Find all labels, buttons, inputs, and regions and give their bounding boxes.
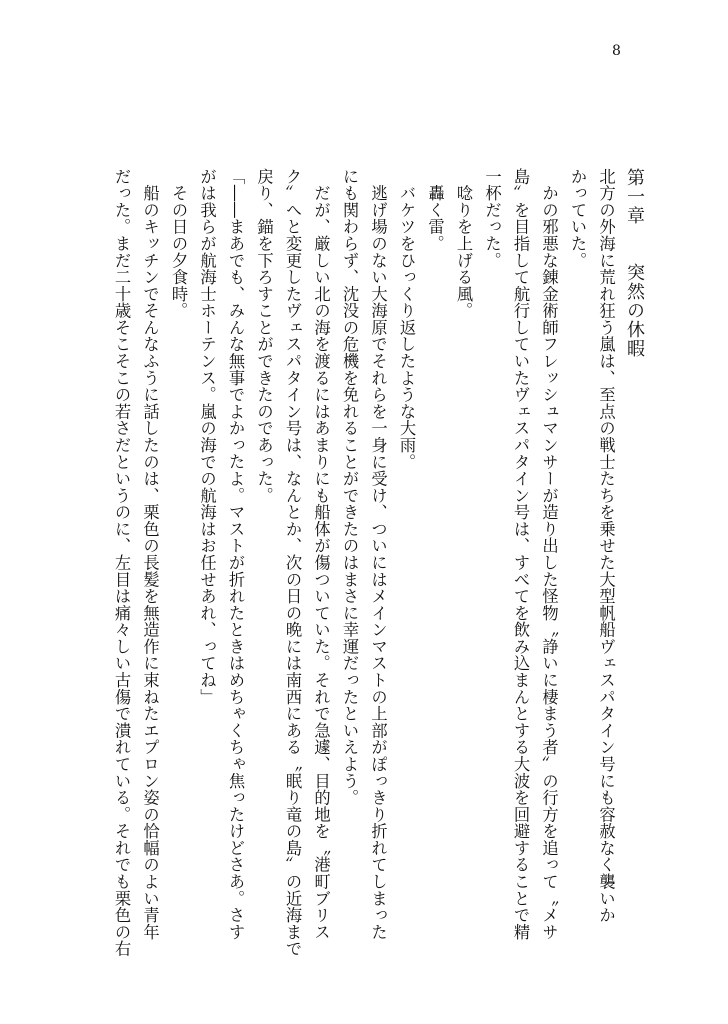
chapter-label: 第一章: [624, 168, 645, 225]
text-line: 島〟を目指して航行していたヴェスパタイン号は、すべてを飲み込まんとする大波を回避することで精: [511, 168, 530, 941]
text-line: 船のキッチンでそんなふうに話したのは、栗色の長髪を無造作に束ねたエプロン姿の恰幅のよい青年: [140, 168, 160, 941]
text-line: 北方の外海に荒れ狂う嵐は、至点の戦士たちを乗せた大型帆船ヴェスパタイン号にも容赦なく襲いか: [596, 168, 616, 924]
body-text: [112, 168, 648, 958]
text-line: 唸りを上げる風。: [454, 168, 473, 320]
chapter-title: 突然の休暇: [624, 263, 645, 358]
text-line: 一杯だった。: [482, 168, 502, 269]
text-line: 戻り、錨を下ろすことができたのであった。: [254, 168, 274, 504]
text-line: 逃げ場のない大海原でそれらを一身に受け、ついにはメインマストの上部がぽっきり折れてしまった: [368, 168, 388, 941]
text-line: だが、厳しい北の海を渡るにはあまりにも船体が傷ついていた。それで急遽、目的地を〝港町ブリス: [311, 168, 331, 941]
text-line: 轟く雷。: [425, 168, 445, 252]
text-line: 「――まあでも、みんな無事でよかったよ。マストが折れたときはめちゃくちゃ焦ったけどさあ。さす: [226, 168, 245, 941]
text-line: だった。まだ二十歳そこそこの若さだというのに、左目は痛々しい古傷で潰れている。それでも栗色の右: [112, 168, 131, 958]
text-line: がは我らが航海士ホーテンス。嵐の海での航海はお任せあれ、ってね」: [197, 168, 217, 706]
text-line: にも関わらず、沈没の危機を免れることができたのはまさに幸運だったといえよう。: [340, 168, 359, 807]
page-number: 8: [612, 43, 621, 59]
text-line: かっていた。: [568, 168, 587, 269]
text-line: ク〟へと変更したヴェスパタイン号は、なんとか、次の日の晩には南西にある〝眠り竜の島〟の近海まで: [283, 168, 302, 958]
text-line: かの邪悪な錬金術師フレッシュマンサーが造り出した怪物〝諍いに棲まう者〟の行方を追って〝メサ: [539, 168, 559, 941]
chapter-heading: [620, 168, 649, 888]
text-line: バケツをひっくり返したような大雨。: [397, 168, 416, 471]
text-line: その日の夕食時。: [169, 168, 188, 320]
